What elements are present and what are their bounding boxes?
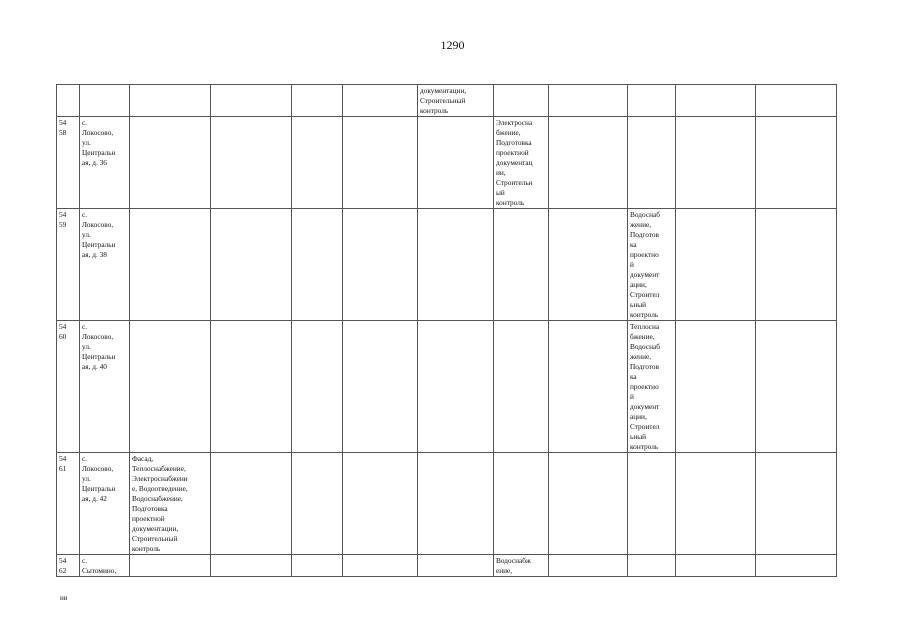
works-cell: [494, 85, 549, 117]
empty-cell: [211, 209, 292, 321]
address-cell: с. Локосово, ул. Центральн ая, д. 40: [80, 321, 130, 453]
empty-cell: [292, 453, 343, 555]
address-cell: [80, 85, 130, 117]
register-table: [56, 84, 837, 577]
works-cell: Водоснабж ение,: [494, 555, 549, 577]
empty-cell: [211, 117, 292, 209]
empty-cell: [549, 453, 628, 555]
empty-cell: [549, 85, 628, 117]
table-row: [57, 209, 837, 321]
row-number-cell: 54 62: [57, 555, 80, 577]
works-cell: [130, 209, 211, 321]
empty-cell: [211, 453, 292, 555]
empty-cell: [676, 321, 756, 453]
page-number: 1290: [440, 38, 465, 52]
empty-cell: [211, 555, 292, 577]
table-row: [57, 117, 837, 209]
empty-cell: [756, 209, 837, 321]
works-cell: [418, 321, 494, 453]
empty-cell: [343, 209, 418, 321]
works-cell: [628, 453, 676, 555]
row-number-cell: 54 61: [57, 453, 80, 555]
table-row: [57, 85, 837, 117]
empty-cell: [211, 321, 292, 453]
works-cell: [130, 117, 211, 209]
works-cell: [628, 117, 676, 209]
works-cell: [418, 209, 494, 321]
empty-cell: [756, 321, 837, 453]
empty-cell: [343, 85, 418, 117]
row-number-cell: 54 60: [57, 321, 80, 453]
row-number-cell: [57, 85, 80, 117]
empty-cell: [676, 555, 756, 577]
works-cell: Электросна бжение, Подготовка проектной документац ии, Строительн ый контроль: [494, 117, 549, 209]
empty-cell: [292, 85, 343, 117]
table-row: [57, 555, 837, 577]
empty-cell: [756, 85, 837, 117]
empty-cell: [343, 321, 418, 453]
works-cell: Теплосна бжение, Водоснаб жение, Подготов ка проектно й документ ации, Строител ьный контроль: [628, 321, 676, 453]
empty-cell: [549, 209, 628, 321]
empty-cell: [676, 453, 756, 555]
works-cell: Фасад, Теплоснабжение, Электроснабжени е, Водоотведение, Водоснабжение, Подготовка проектной документации, Строительный контроль: [130, 453, 211, 555]
row-number-cell: 54 59: [57, 209, 80, 321]
empty-cell: [292, 209, 343, 321]
works-cell: [418, 555, 494, 577]
works-cell: Водоснаб жение, Подготов ка проектно й документ ации, Строител ьный контроль: [628, 209, 676, 321]
address-cell: с. Локосово, ул. Центральн ая, д. 36: [80, 117, 130, 209]
empty-cell: [549, 555, 628, 577]
empty-cell: [343, 555, 418, 577]
empty-cell: [756, 453, 837, 555]
empty-cell: [676, 85, 756, 117]
empty-cell: [292, 321, 343, 453]
works-cell: [418, 453, 494, 555]
table-row: [57, 453, 837, 555]
works-cell: [494, 209, 549, 321]
empty-cell: [549, 321, 628, 453]
works-cell: [130, 85, 211, 117]
address-cell: с. Локосово, ул. Центральн ая, д. 42: [80, 453, 130, 555]
works-cell: [130, 321, 211, 453]
empty-cell: [676, 209, 756, 321]
works-cell: [628, 85, 676, 117]
works-cell: документации, Строительный контроль: [418, 85, 494, 117]
works-cell: [494, 321, 549, 453]
empty-cell: [549, 117, 628, 209]
works-cell: [494, 453, 549, 555]
empty-cell: [343, 117, 418, 209]
address-cell: с. Сытомино,: [80, 555, 130, 577]
empty-cell: [343, 453, 418, 555]
row-number-cell: 54 58: [57, 117, 80, 209]
empty-cell: [756, 117, 837, 209]
works-cell: [418, 117, 494, 209]
empty-cell: [292, 117, 343, 209]
works-cell: [628, 555, 676, 577]
footer-mark: ни: [60, 594, 68, 602]
table-row: [57, 321, 837, 453]
works-cell: [130, 555, 211, 577]
empty-cell: [211, 85, 292, 117]
empty-cell: [676, 117, 756, 209]
empty-cell: [292, 555, 343, 577]
address-cell: с. Локосово, ул. Центральн ая, д. 38: [80, 209, 130, 321]
empty-cell: [756, 555, 837, 577]
